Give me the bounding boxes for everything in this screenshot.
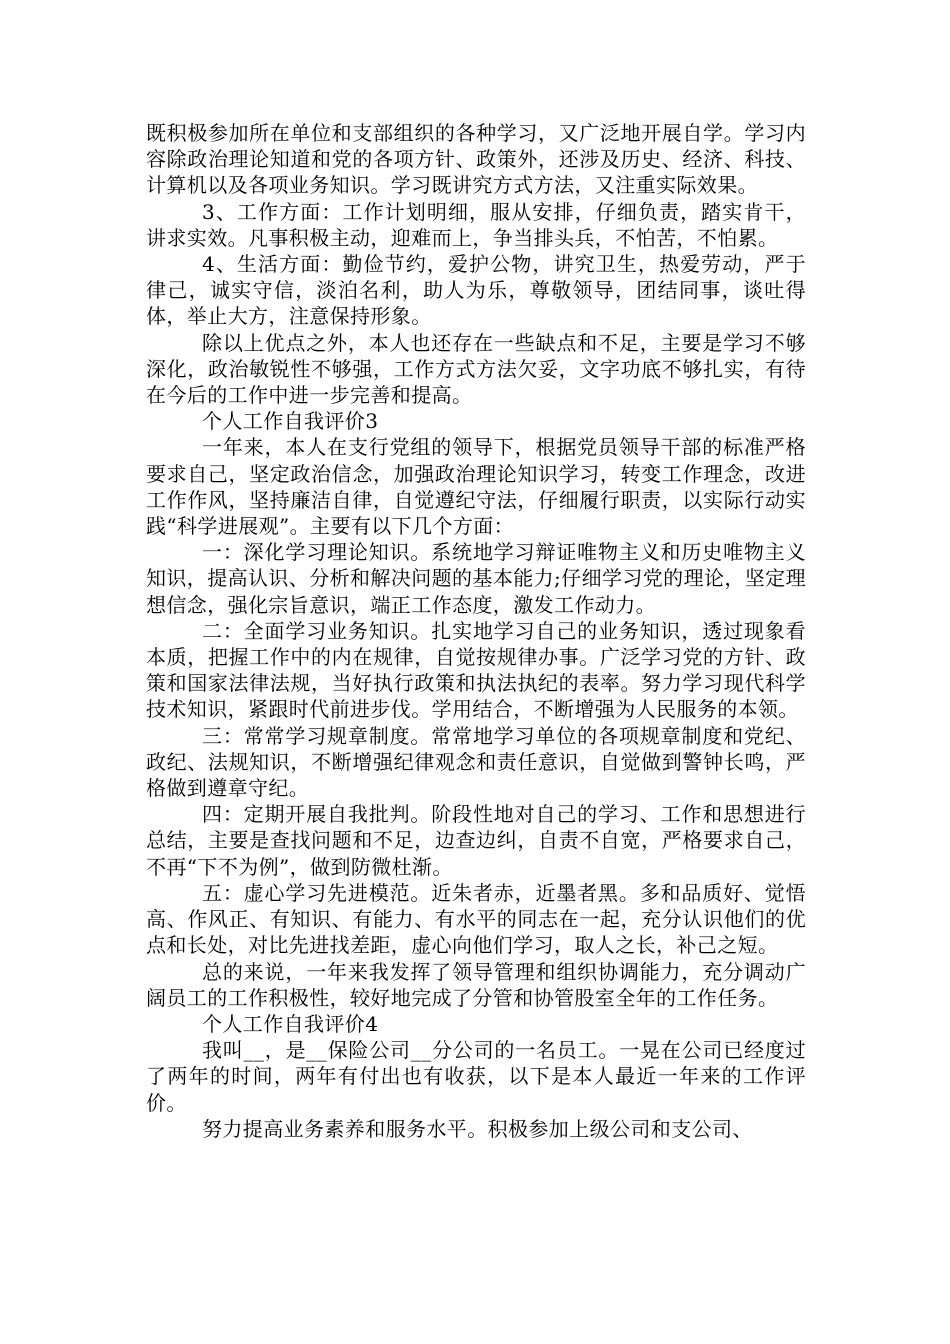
paragraph-shortcomings: 除以上优点之外，本人也还存在一些缺点和不足，主要是学习不够深化，政治敏锐性不够强，工作方式方法欠妥，文字功底不够扎实，有待在今后的工作中进一步完善和提高。 xyxy=(146,330,806,408)
paragraph-intro-3: 一年来，本人在支行党组的领导下，根据党员领导干部的标准严格要求自己，坚定政治信念，加强政治理论知识学习，转变工作理念，改进工作作风，坚持廉洁自律，自觉遵纪守法，仔细履行职责，以实际行动实践“科学进展观”。主要有以下几个方面： xyxy=(146,435,806,539)
section-heading-3: 个人工作自我评价3 xyxy=(202,409,379,434)
paragraph-improve: 努力提高业务素养和服务水平。积极参加上级公司和支公司、 xyxy=(202,1116,753,1141)
paragraph-point-5: 五：虚心学习先进模范。近朱者赤，近墨者黑。多和品质好、觉悟高、作风正、有知识、有能力、有水平的同志在一起，充分认识他们的优点和长处，对比先进找差距，虚心向他们学习，取人之长，补己之短。 xyxy=(146,880,806,958)
paragraph-point-3: 三：常常学习规章制度。常常地学习单位的各项规章制度和党纪、政纪、法规知识，不断增强纪律观念和责任意识，自觉做到警钟长鸣，严格做到遵章守纪。 xyxy=(146,723,806,801)
paragraph-point-1: 一：深化学习理论知识。系统地学习辩证唯物主义和历史唯物主义知识，提高认识、分析和解决问题的基本能力;仔细学习党的理论，坚定理想信念，强化宗旨意识，端正工作态度，激发工作动力。 xyxy=(146,540,806,617)
paragraph-point-2: 二：全面学习业务知识。扎实地学习自己的业务知识，透过现象看本质，把握工作中的内在规律，自觉按规律办事。广泛学习党的方针、政策和国家法律法规，当好执行政策和执法执纪的表率。努力学习现代科学技术知识，紧跟时代前进步伐。学用结合，不断增强为人民服务的本领。 xyxy=(146,618,806,722)
paragraph-intro-4: 我叫__，是__保险公司__分公司的一名员工。一晃在公司已经度过了两年的时间，两年有付出也有收获，以下是本人最近一年来的工作评价。 xyxy=(146,1038,806,1115)
document-body xyxy=(146,120,806,1142)
paragraph-point-4: 四：定期开展自我批判。阶段性地对自己的学习、工作和思想进行总结，主要是查找问题和不足，边查边纠，自责不自宽，严格要求自己，不再“下不为例”，做到防微杜渐。 xyxy=(146,802,806,879)
paragraph-work: 3、工作方面：工作计划明细，服从安排，仔细负责，踏实肯干，讲求实效。凡事积极主动，迎难而上，争当排头兵，不怕苦，不怕累。 xyxy=(146,199,806,250)
paragraph-life: 4、生活方面：勤俭节约，爱护公物，讲究卫生，热爱劳动，严于律己，诚实守信，淡泊名利，助人为乐，尊敬领导，团结同事，谈吐得体，举止大方，注意保持形象。 xyxy=(146,252,806,329)
section-heading-4: 个人工作自我评价4 xyxy=(202,1011,379,1036)
paragraph-study: 既积极参加所在单位和支部组织的各种学习，又广泛地开展自学。学习内容除政治理论知道和党的各项方针、政策外，还涉及历史、经济、科技、计算机以及各项业务知识。学习既讲究方式方法，又注重实际效果。 xyxy=(146,121,806,198)
paragraph-summary: 总的来说，一年来我发挥了领导管理和组织协调能力，充分调动广阔员工的工作积极性，较好地完成了分管和协管股室全年的工作任务。 xyxy=(146,959,806,1010)
